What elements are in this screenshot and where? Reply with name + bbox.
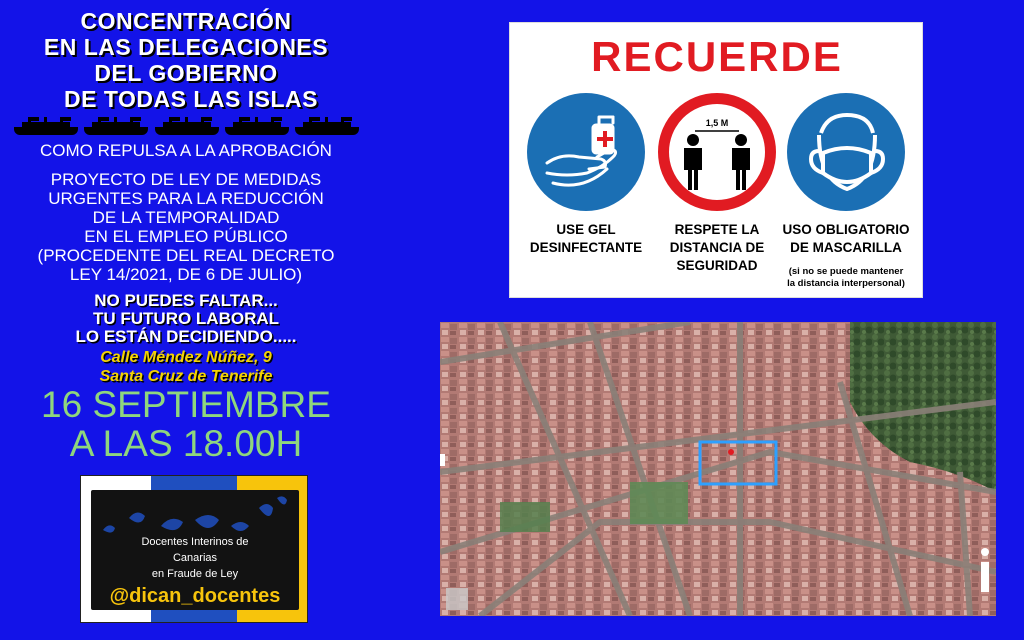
ship-icon: [84, 117, 148, 135]
title-line: DEL GOBIERNO: [94, 60, 278, 86]
event-title: [0, 8, 372, 112]
event-datetime: [0, 385, 372, 463]
reminder-label-mask: USO OBLIGATORIO DE MASCARILLA: [782, 222, 910, 255]
distance-label: 1,5 M: [705, 118, 729, 128]
dican-logo: [80, 475, 308, 623]
safety-reminder-panel: [509, 22, 923, 298]
logo-text: [91, 534, 299, 582]
callout: [0, 292, 372, 346]
ship-icon-row: [14, 117, 359, 135]
description-line: DE LA TEMPORALIDAD: [92, 208, 280, 227]
hand-sanitizer-icon: [527, 93, 645, 211]
event-time: A LAS 18.00H: [69, 423, 303, 464]
event-date: 16 SEPTIEMBRE: [41, 384, 331, 425]
description-line: (PROCEDENTE DEL REAL DECRETO: [37, 246, 335, 265]
logo-line: Docentes Interinos de: [141, 536, 249, 548]
title-line: EN LAS DELEGACIONES: [43, 34, 329, 60]
reminder-title: RECUERDE: [591, 33, 843, 80]
social-handle: @dican_docentes: [109, 585, 281, 607]
description-line: URGENTES PARA LA REDUCCIÓN: [48, 189, 324, 208]
title-line: CONCENTRACIÓN: [80, 8, 292, 34]
ship-icon: [225, 117, 289, 135]
description: [0, 170, 372, 284]
logo-line: en Fraude de Ley: [151, 568, 239, 580]
title-line: DE TODAS LAS ISLAS: [64, 86, 318, 112]
face-mask-icon: [787, 93, 905, 211]
ship-icon: [295, 117, 359, 135]
ship-icon: [155, 117, 219, 135]
callout-line: NO PUEDES FALTAR...: [94, 291, 278, 310]
address-line: Calle Méndez Núñez, 9: [100, 349, 272, 366]
description-line: PROYECTO DE LEY DE MEDIDAS: [50, 170, 322, 189]
event-poster: [0, 0, 372, 640]
description-line: LEY 14/2021, DE 6 DE JULIO): [69, 265, 303, 284]
aerial-map[interactable]: [440, 322, 996, 616]
logo-line: Canarias: [172, 552, 218, 564]
mask-note: (si no se puede mantener la distancia interpersonal): [787, 266, 905, 289]
reminder-label-gel: USE GEL DESINFECTANTE: [529, 222, 643, 255]
social-distance-icon: [658, 93, 776, 211]
event-address: [0, 348, 372, 386]
subtitle: COMO REPULSA A LA APROBACIÓN: [40, 141, 332, 160]
callout-line: LO ESTÁN DECIDIENDO.....: [75, 327, 297, 346]
callout-line: TU FUTURO LABORAL: [92, 309, 280, 328]
logo-panel: [91, 490, 299, 610]
address-line: Santa Cruz de Tenerife: [99, 368, 273, 385]
description-line: EN EL EMPLEO PÚBLICO: [84, 227, 288, 246]
ship-icon: [14, 117, 78, 135]
reminder-label-distance: RESPETE LA DISTANCIA DE SEGURIDAD: [669, 222, 765, 273]
